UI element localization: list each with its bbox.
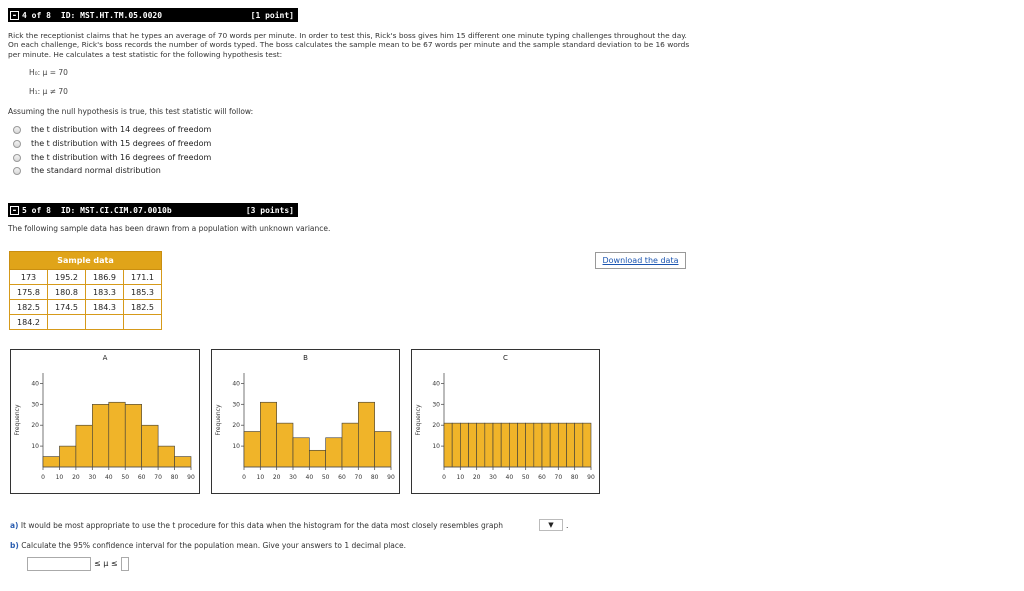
question-number: 5 of 8 <box>22 205 51 215</box>
alternative-hypothesis: H₁: μ ≠ 70 <box>29 87 68 96</box>
table-row <box>10 315 162 330</box>
table-cell: 175.8 <box>10 285 48 300</box>
x-tick-label: 40 <box>505 474 514 481</box>
y-tick-label: 40 <box>232 380 240 388</box>
histogram-bar <box>444 423 452 467</box>
x-tick-label: 70 <box>354 474 363 481</box>
histogram-bar <box>452 423 460 467</box>
answer-option[interactable] <box>13 125 211 134</box>
x-tick-label: 60 <box>338 474 346 481</box>
question-number: 4 of 8 <box>22 10 51 20</box>
x-tick-label: 90 <box>587 474 595 481</box>
question-4-text: Rick the receptionist claims that he types an average of 70 words per minute. In order to test this, Rick's boss gives him 15 different one minute typing challenges throughout the day. On each challenge, Rick's boss records the number of words typed. The boss calculates the sample mean to be 67 words per minute and the sample standard deviation to be 16 words per minute. He calculates a test statistic for the following hypothesis test: <box>8 31 690 59</box>
table-cell: 174.5 <box>48 300 86 315</box>
table-cell <box>48 315 86 330</box>
part-b-text: Calculate the 95% confidence interval for the population mean. Give your answers to 1 decimal place. <box>21 541 407 550</box>
y-tick-label: 20 <box>31 422 39 430</box>
histogram-bar <box>509 423 517 467</box>
x-tick-label: 80 <box>170 474 179 481</box>
y-tick-label: 30 <box>432 401 440 409</box>
radio-button[interactable] <box>13 140 21 148</box>
sample-data-table <box>9 251 162 330</box>
question-id: ID: MST.CI.CIM.07.0010b <box>60 205 172 215</box>
table-cell: 185.3 <box>124 285 162 300</box>
option-label: the t distribution with 14 degrees of freedom <box>31 125 212 134</box>
x-tick-label: 60 <box>538 474 546 481</box>
period: . <box>566 521 569 530</box>
x-tick-label: 50 <box>521 474 530 481</box>
histogram-c <box>411 349 600 494</box>
histogram-bar <box>260 402 276 467</box>
histogram-bar <box>375 431 391 467</box>
histogram-bar <box>293 438 309 467</box>
part-a-text: It would be most appropriate to use the t procedure for this data when the histogram for the data most closely resembles graph <box>20 521 503 530</box>
question-id: ID: MST.HT.TM.05.0020 <box>60 10 163 20</box>
y-tick-label: 40 <box>432 380 440 388</box>
table-cell: 180.8 <box>48 285 86 300</box>
table-cell: 186.9 <box>86 270 124 285</box>
histogram-bar <box>534 423 542 467</box>
x-tick-label: 80 <box>570 474 579 481</box>
x-tick-label: 70 <box>154 474 162 481</box>
histogram-bar <box>125 404 141 467</box>
histogram-bar <box>477 423 485 467</box>
histogram-bar <box>342 423 358 467</box>
null-hypothesis: H₀: μ = 70 <box>29 68 68 77</box>
table-cell: 182.5 <box>124 300 162 315</box>
table-cell: 182.5 <box>10 300 48 315</box>
x-tick-label: 40 <box>305 474 314 481</box>
x-tick-label: 0 <box>442 474 446 481</box>
histogram-bar <box>518 423 526 467</box>
x-tick-label: 0 <box>41 474 45 481</box>
x-tick-label: 30 <box>289 474 297 481</box>
histogram-bar <box>469 423 477 467</box>
histogram-bar <box>277 423 293 467</box>
answer-option[interactable] <box>13 139 211 148</box>
histogram-bar <box>244 431 260 467</box>
part-b <box>10 541 406 550</box>
histogram-bar <box>43 457 59 467</box>
y-tick-label: 20 <box>432 422 440 430</box>
histogram-bar <box>558 423 566 467</box>
table-cell <box>124 315 162 330</box>
collapse-toggle-icon[interactable]: - <box>11 10 18 21</box>
graph-select-dropdown[interactable] <box>539 519 563 531</box>
chart-title: C <box>503 354 508 362</box>
histogram-bar <box>485 423 493 467</box>
table-row <box>10 300 162 315</box>
answer-option[interactable] <box>13 153 211 162</box>
table-cell: 184.2 <box>10 315 48 330</box>
x-tick-label: 50 <box>121 474 130 481</box>
y-axis-label: Frequency <box>215 404 222 436</box>
histogram-a <box>10 349 200 494</box>
x-tick-label: 90 <box>387 474 395 481</box>
question-4-header <box>8 8 298 22</box>
histogram-bar <box>109 402 125 467</box>
y-axis-label: Frequency <box>14 404 21 436</box>
x-tick-label: 0 <box>242 474 246 481</box>
histogram-bar <box>358 402 374 467</box>
histogram-bar <box>59 446 75 467</box>
histogram-bar <box>142 425 158 467</box>
y-tick-label: 30 <box>31 401 39 409</box>
x-tick-label: 90 <box>187 474 195 481</box>
option-label: the standard normal distribution <box>31 166 161 175</box>
y-tick-label: 20 <box>232 422 240 430</box>
x-tick-label: 20 <box>272 474 281 481</box>
question-5-intro: The following sample data has been drawn from a population with unknown variance. <box>8 224 331 233</box>
histogram-bar <box>493 423 501 467</box>
question-points: [1 point] <box>250 10 294 20</box>
table-cell: 195.2 <box>48 270 86 285</box>
table-row <box>10 285 162 300</box>
x-tick-label: 60 <box>137 474 146 481</box>
histogram-bar <box>326 438 342 467</box>
histogram-bar <box>575 423 583 467</box>
assumption-text: Assuming the null hypothesis is true, this test statistic will follow: <box>8 107 254 116</box>
histogram-bar <box>309 450 325 467</box>
answer-option[interactable] <box>13 166 161 175</box>
histogram-bar <box>542 423 550 467</box>
chart-title: B <box>303 354 308 362</box>
histogram-bar <box>526 423 534 467</box>
x-tick-label: 10 <box>256 474 265 481</box>
histogram-bar <box>92 404 108 467</box>
histogram-bar <box>158 446 174 467</box>
y-tick-label: 10 <box>31 443 39 451</box>
x-tick-label: 20 <box>472 474 481 481</box>
histogram-bar <box>460 423 468 467</box>
y-axis-label: Frequency <box>415 404 422 436</box>
table-cell: 173 <box>10 270 48 285</box>
part-b-label: b) <box>10 541 19 550</box>
y-tick-label: 40 <box>31 380 39 388</box>
x-tick-label: 30 <box>88 474 97 481</box>
histogram-bar <box>550 423 558 467</box>
option-label: the t distribution with 16 degrees of freedom <box>31 153 212 162</box>
chart-title: A <box>102 354 108 362</box>
interval-symbol: ≤ μ ≤ <box>94 559 118 568</box>
part-a <box>10 521 503 530</box>
histogram-bar <box>501 423 509 467</box>
x-tick-label: 10 <box>55 474 64 481</box>
table-cell: 184.3 <box>86 300 124 315</box>
y-tick-label: 30 <box>232 401 240 409</box>
histogram-bar <box>76 425 92 467</box>
table-cell: 171.1 <box>124 270 162 285</box>
table-cell: 183.3 <box>86 285 124 300</box>
x-tick-label: 80 <box>370 474 379 481</box>
y-tick-label: 10 <box>232 443 240 451</box>
y-tick-label: 10 <box>432 443 440 451</box>
histogram-b <box>211 349 400 494</box>
collapse-toggle-icon[interactable]: - <box>11 205 18 216</box>
radio-button[interactable] <box>13 167 21 175</box>
ci-upper-input[interactable] <box>121 557 129 571</box>
option-label: the t distribution with 15 degrees of freedom <box>31 139 212 148</box>
part-a-label: a) <box>10 521 19 530</box>
question-5-header <box>8 203 298 217</box>
radio-button[interactable] <box>13 126 21 134</box>
radio-button[interactable] <box>13 154 21 162</box>
ci-lower-input[interactable] <box>27 557 91 571</box>
x-tick-label: 30 <box>489 474 497 481</box>
question-points: [3 points] <box>245 205 294 215</box>
table-title: Sample data <box>10 252 162 270</box>
download-data-link[interactable]: Download the data <box>595 252 686 269</box>
table-row <box>10 270 162 285</box>
x-tick-label: 70 <box>554 474 563 481</box>
x-tick-label: 40 <box>104 474 113 481</box>
x-tick-label: 20 <box>72 474 80 481</box>
x-tick-label: 10 <box>456 474 465 481</box>
histogram-bar <box>175 457 191 467</box>
histogram-bar <box>583 423 591 467</box>
chevron-down-icon: ▼ <box>548 521 554 529</box>
histogram-bar <box>567 423 575 467</box>
table-cell <box>86 315 124 330</box>
x-tick-label: 50 <box>321 474 330 481</box>
